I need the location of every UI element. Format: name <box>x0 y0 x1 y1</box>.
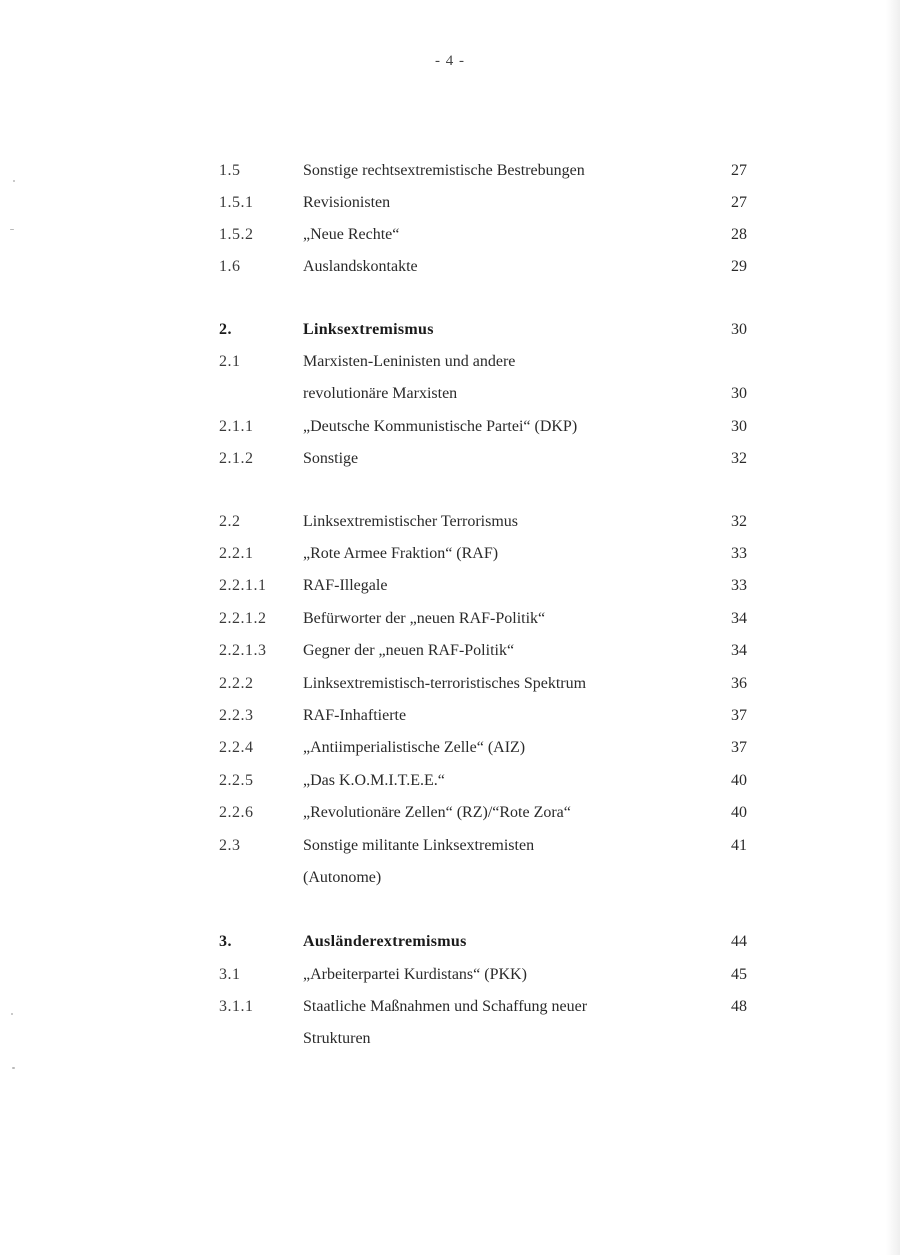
page-number: - 4 - <box>435 53 465 69</box>
toc-entry-page: 37 <box>731 707 747 724</box>
toc-entry-page: 29 <box>731 258 747 275</box>
toc-entry-title: „Das K.O.M.I.T.E.E.“ <box>303 772 445 789</box>
scan-speck <box>10 229 14 230</box>
toc-entry-title: Linksextremismus <box>303 321 434 338</box>
toc-entry-number: 3. <box>219 933 232 950</box>
toc-entry <box>0 704 900 728</box>
toc-entry-title: Linksextremistisch-terroristisches Spektrum <box>303 675 587 692</box>
toc-entry-number: 2.1 <box>219 353 241 370</box>
toc-entry-title: RAF-Illegale <box>303 577 388 594</box>
toc-entry-page: 33 <box>731 577 747 594</box>
toc-entry <box>0 607 900 631</box>
toc-entry-page: 40 <box>731 772 747 789</box>
toc-entry-page: 33 <box>731 545 747 562</box>
toc-entry-page: 36 <box>731 675 747 692</box>
toc-entry-number: 2.2.3 <box>219 707 254 724</box>
toc-entry-title: „Revolutionäre Zellen“ (RZ)/“Rote Zora“ <box>303 804 571 821</box>
toc-entry-number: 2.2.1.2 <box>219 610 267 627</box>
toc-entry <box>0 574 900 598</box>
toc-entry-number: 1.5.1 <box>219 194 254 211</box>
toc-entry-number: 1.5 <box>219 162 241 179</box>
toc-entry-number: 1.6 <box>219 258 241 275</box>
toc-chapter-heading <box>0 930 900 954</box>
toc-entry-title: Marxisten-Leninisten und andere <box>303 353 516 370</box>
toc-entry-page: 28 <box>731 226 747 243</box>
toc-entry <box>0 223 900 247</box>
toc-entry-number: 2.2.2 <box>219 675 254 692</box>
toc-entry <box>0 447 900 471</box>
toc-entry-title: Strukturen <box>303 1030 371 1047</box>
toc-chapter-heading <box>0 318 900 342</box>
toc-entry <box>0 639 900 663</box>
toc-entry-page: 45 <box>731 966 747 983</box>
toc-entry-continuation <box>0 1027 900 1051</box>
toc-entry-number: 2.2.1 <box>219 545 254 562</box>
toc-entry-title: Staatliche Maßnahmen und Schaffung neuer <box>303 998 588 1015</box>
toc-entry-title: „Deutsche Kommunistische Partei“ (DKP) <box>303 418 578 435</box>
toc-entry-title: Revisionisten <box>303 194 391 211</box>
toc-entry-page: 34 <box>731 642 747 659</box>
toc-entry <box>0 255 900 279</box>
toc-entry-page: 40 <box>731 804 747 821</box>
toc-entry <box>0 672 900 696</box>
toc-entry-page: 27 <box>731 162 747 179</box>
toc-entry-page: 34 <box>731 610 747 627</box>
toc-entry-continuation <box>0 382 900 406</box>
toc-entry <box>0 510 900 534</box>
toc-entry-page: 30 <box>731 321 747 338</box>
toc-entry-page: 37 <box>731 739 747 756</box>
toc-entry-title: Befürworter der „neuen RAF-Politik“ <box>303 610 546 627</box>
toc-entry <box>0 191 900 215</box>
scan-speck <box>13 180 15 182</box>
toc-entry <box>0 415 900 439</box>
toc-entry-page: 41 <box>731 837 747 854</box>
toc-entry-title: Gegner der „neuen RAF-Politik“ <box>303 642 515 659</box>
toc-entry-continuation <box>0 866 900 890</box>
toc-entry-number: 3.1.1 <box>219 998 254 1015</box>
toc-entry-number: 1.5.2 <box>219 226 254 243</box>
toc-entry-title: „Antiimperialistische Zelle“ (AIZ) <box>303 739 526 756</box>
toc-entry-number: 2.2 <box>219 513 241 530</box>
toc-entry-title: Auslandskontakte <box>303 258 418 275</box>
toc-entry-number: 2. <box>219 321 232 338</box>
toc-entry-title: Sonstige rechtsextremistische Bestrebungen <box>303 162 585 179</box>
toc-entry-number: 2.1.1 <box>219 418 254 435</box>
toc-entry <box>0 542 900 566</box>
toc-entry-page: 48 <box>731 998 747 1015</box>
toc-entry-title: RAF-Inhaftierte <box>303 707 407 724</box>
toc-entry <box>0 801 900 825</box>
toc-entry-title: „Arbeiterpartei Kurdistans“ (PKK) <box>303 966 527 983</box>
toc-entry <box>0 995 900 1019</box>
toc-entry-number: 2.2.5 <box>219 772 254 789</box>
toc-entry-number: 2.3 <box>219 837 241 854</box>
toc-entry-number: 2.2.1.1 <box>219 577 267 594</box>
toc-entry-title: Linksextremistischer Terrorismus <box>303 513 518 530</box>
toc-entry-page: 27 <box>731 194 747 211</box>
toc-entry-title: „Neue Rechte“ <box>303 226 400 243</box>
toc-entry-title: (Autonome) <box>303 869 382 886</box>
toc-entry <box>0 736 900 760</box>
toc-entry-title: revolutionäre Marxisten <box>303 385 458 402</box>
toc-entry-number: 3.1 <box>219 966 241 983</box>
scan-speck <box>11 1013 13 1015</box>
toc-entry <box>0 159 900 183</box>
toc-entry-title: Ausländerextremismus <box>303 933 467 950</box>
toc-entry-number: 2.2.1.3 <box>219 642 267 659</box>
toc-entry-page: 32 <box>731 513 747 530</box>
toc-entry-number: 2.2.4 <box>219 739 254 756</box>
toc-entry <box>0 350 900 374</box>
toc-entry-title: Sonstige <box>303 450 359 467</box>
toc-entry-page: 32 <box>731 450 747 467</box>
scan-speck <box>12 1067 15 1069</box>
toc-entry-page: 30 <box>731 385 747 402</box>
toc-entry-number: 2.2.6 <box>219 804 254 821</box>
toc-entry-number: 2.1.2 <box>219 450 254 467</box>
toc-entry-page: 44 <box>731 933 747 950</box>
toc-entry-title: „Rote Armee Fraktion“ (RAF) <box>303 545 499 562</box>
toc-entry <box>0 834 900 858</box>
toc-entry <box>0 963 900 987</box>
toc-entry <box>0 769 900 793</box>
toc-entry-title: Sonstige militante Linksextremisten <box>303 837 535 854</box>
toc-entry-page: 30 <box>731 418 747 435</box>
